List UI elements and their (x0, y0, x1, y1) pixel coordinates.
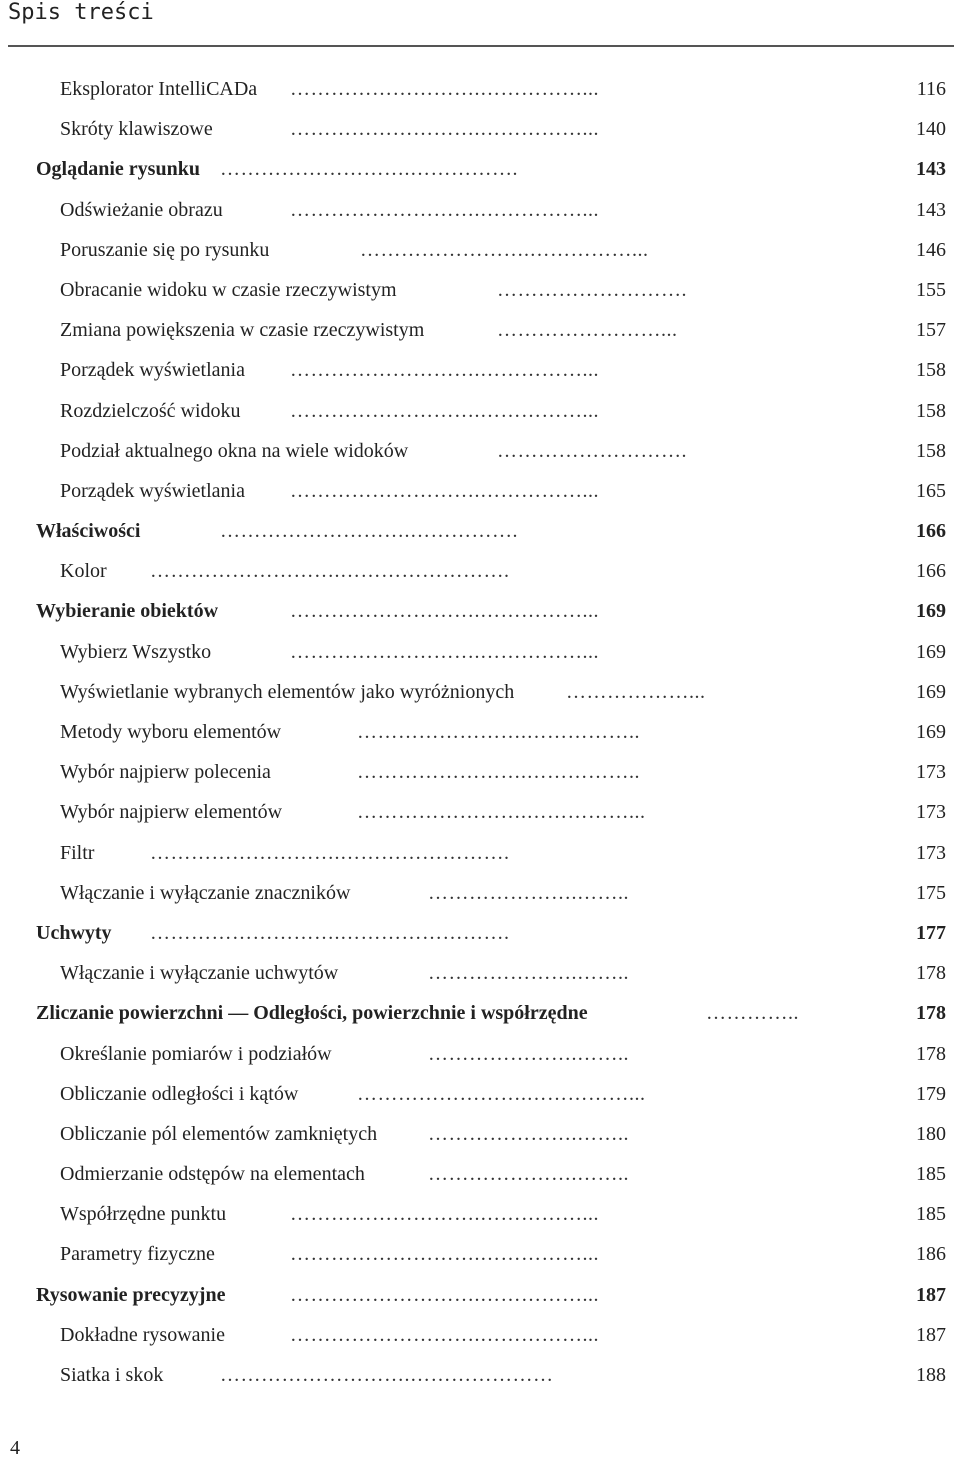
toc-section-entry[interactable] (0, 1315, 960, 1355)
toc-section-entry[interactable] (0, 350, 960, 390)
toc-dot-leader: ……………………….……………... (290, 1243, 599, 1266)
toc-page-number: 169 (916, 600, 946, 623)
toc-section-entry[interactable] (0, 1355, 960, 1395)
toc-section-entry[interactable] (0, 69, 960, 109)
toc-page-number: 179 (916, 1082, 946, 1105)
toc-dot-leader: ……………………….……………... (290, 359, 599, 382)
toc-entry-title: Zmiana powiększenia w czasie rzeczywistym (60, 319, 425, 342)
toc-entry-title: Dokładne rysowanie (60, 1323, 225, 1346)
toc-entry-title: Określanie pomiarów i podziałów (60, 1042, 332, 1065)
toc-page-number: 173 (916, 801, 946, 824)
page-number: 4 (10, 1437, 20, 1459)
toc-entry-title: Zliczanie powierzchni — Odległości, powierzchnie i współrzędne (36, 1002, 588, 1025)
toc-entry-title: Filtr (60, 841, 95, 864)
toc-entry-title: Parametry fizyczne (60, 1243, 215, 1266)
toc-entry-title: Poruszanie się po rysunku (60, 238, 270, 261)
toc-section-entry[interactable] (0, 712, 960, 752)
toc-entry-title: Odświeżanie obrazu (60, 198, 223, 221)
toc-dot-leader: ………………………. (497, 278, 687, 301)
toc-page-number: 173 (916, 761, 946, 784)
toc-dot-leader: ……………………….……………... (290, 1323, 599, 1346)
toc-entry-title: Porządek wyświetlania (60, 359, 245, 382)
toc-page-number: 116 (916, 78, 946, 100)
toc-section-entry[interactable] (0, 1154, 960, 1194)
toc-entry-title: Metody wyboru elementów (60, 721, 282, 743)
toc-dot-leader: ………….. (706, 1002, 799, 1025)
toc-entry-title: Wyświetlanie wybranych elementów jako wyróżnionych (60, 680, 515, 703)
toc-dot-leader: …………………….…………….. (357, 721, 640, 743)
toc-dot-leader: ……………………….……………... (290, 399, 599, 422)
toc-dot-leader: ……………………….……………... (290, 198, 599, 221)
toc-entry-title: Eksplorator IntelliCADa (60, 78, 258, 100)
toc-dot-leader: …………………….…………….. (357, 761, 640, 784)
toc-dot-leader: ………………….…….. (428, 962, 629, 985)
toc-entry-title: Podział aktualnego okna na wiele widoków (60, 439, 409, 462)
toc-page-number: 178 (916, 1042, 946, 1065)
toc-page-number: 178 (916, 962, 946, 985)
toc-page-number: 173 (916, 841, 946, 864)
toc-dot-leader: ……………………….……………... (290, 640, 599, 663)
toc-dot-leader: ……………………….……………………. (150, 921, 510, 944)
toc-page-number: 175 (916, 881, 946, 904)
toc-dot-leader: ………………….…….. (428, 1042, 629, 1065)
toc-entry-title: Rysowanie precyzyjne (36, 1283, 226, 1306)
toc-page-number: 187 (916, 1323, 946, 1346)
toc-chapter-entry[interactable] (0, 913, 960, 953)
toc-chapter-entry[interactable] (0, 511, 960, 551)
toc-dot-leader: ………………………. (497, 439, 687, 462)
toc-page-number: 166 (916, 560, 946, 583)
toc-entry-title: Porządek wyświetlania (60, 479, 245, 502)
toc-dot-leader: ……………………….……………... (290, 1203, 599, 1226)
toc-section-entry[interactable] (0, 109, 960, 149)
toc-dot-leader: ……………………….……………... (290, 118, 599, 141)
toc-page-number: 140 (916, 118, 946, 141)
toc-section-entry[interactable] (0, 551, 960, 591)
toc-entry-title: Wybór najpierw polecenia (60, 761, 271, 784)
toc-page-number: 187 (916, 1283, 946, 1306)
toc-page-number: 146 (916, 238, 946, 261)
toc-section-entry[interactable] (0, 953, 960, 993)
toc-entry-title: Siatka i skok (60, 1364, 164, 1386)
toc-dot-leader: …………………….……………... (357, 1082, 646, 1105)
toc-section-entry[interactable] (0, 431, 960, 471)
page-header-title: Spis treści (8, 0, 154, 25)
toc-section-entry[interactable] (0, 752, 960, 792)
toc-dot-leader: ……………………….……………... (290, 1283, 599, 1306)
toc-dot-leader: …………………….……………... (360, 238, 649, 261)
toc-entry-title: Włączanie i wyłączanie uchwytów (60, 962, 339, 985)
toc-dot-leader: …………………….……………... (357, 801, 646, 824)
toc-section-entry[interactable] (0, 1074, 960, 1114)
toc-page-number: 185 (916, 1203, 946, 1226)
toc-dot-leader: ……………………... (497, 319, 678, 342)
toc-entry-title: Rozdzielczość widoku (60, 399, 241, 422)
toc-section-entry[interactable] (0, 873, 960, 913)
toc-section-entry[interactable] (0, 632, 960, 672)
toc-dot-leader: ……………………….……………. (220, 520, 518, 543)
toc-entry-title: Odmierzanie odstępów na elementach (60, 1163, 365, 1186)
toc-page-number: 155 (916, 278, 946, 301)
toc-dot-leader: ……………………….……………... (290, 78, 599, 100)
toc-entry-title: Oglądanie rysunku (36, 158, 200, 181)
toc-entry-title: Włączanie i wyłączanie znaczników (60, 881, 351, 904)
toc-section-entry[interactable] (0, 190, 960, 230)
toc-entry-title: Wybierz Wszystko (60, 640, 212, 663)
toc-page-number: 157 (916, 319, 946, 342)
toc-section-entry[interactable] (0, 792, 960, 832)
toc-page-number: 169 (916, 721, 946, 743)
toc-entry-title: Kolor (60, 560, 107, 583)
toc-entry-title: Obliczanie pól elementów zamkniętych (60, 1122, 378, 1145)
toc-section-entry[interactable] (0, 1114, 960, 1154)
toc-section-entry[interactable] (0, 230, 960, 270)
toc-page-number: 178 (916, 1002, 946, 1025)
toc-page-number: 186 (916, 1243, 946, 1266)
toc-chapter-entry[interactable] (0, 591, 960, 631)
toc-entry-title: Wybieranie obiektów (36, 600, 219, 623)
toc-section-entry[interactable] (0, 1234, 960, 1274)
toc-entry-title: Obracanie widoku w czasie rzeczywistym (60, 278, 397, 301)
toc-entry-title: Obliczanie odległości i kątów (60, 1082, 299, 1105)
toc-dot-leader: ………………….…….. (428, 1122, 629, 1145)
toc-dot-leader: ……………………….……………………. (150, 560, 510, 583)
toc-section-entry[interactable] (0, 391, 960, 431)
toc-dot-leader: ……………………….……………... (290, 479, 599, 502)
toc-section-entry[interactable] (0, 270, 960, 310)
toc-page-number: 158 (916, 359, 946, 382)
header-divider (8, 45, 954, 47)
toc-section-entry[interactable] (0, 1034, 960, 1074)
toc-page-number: 177 (916, 921, 946, 944)
toc-page-number: 158 (916, 439, 946, 462)
toc-page-number: 165 (916, 479, 946, 502)
toc-section-entry[interactable] (0, 833, 960, 873)
toc-chapter-entry[interactable] (0, 149, 960, 189)
toc-entry-title: Skróty klawiszowe (60, 118, 213, 141)
toc-page-number: 166 (916, 520, 946, 543)
toc-dot-leader: ……………………….……………. (220, 158, 518, 181)
toc-section-entry[interactable] (0, 1194, 960, 1234)
toc-page-number: 185 (916, 1163, 946, 1186)
toc-section-entry[interactable] (0, 471, 960, 511)
toc-page-number: 143 (916, 198, 946, 221)
toc-dot-leader: ………………….…….. (428, 881, 629, 904)
toc-section-entry[interactable] (0, 310, 960, 350)
toc-entry-title: Wybór najpierw elementów (60, 801, 283, 824)
toc-page-number: 143 (916, 158, 946, 181)
toc-page-number: 169 (916, 680, 946, 703)
toc-page-number: 158 (916, 399, 946, 422)
toc-page-number: 188 (916, 1364, 946, 1386)
toc-chapter-entry[interactable] (0, 1275, 960, 1315)
toc-dot-leader: ………………... (566, 680, 706, 703)
table-of-contents (0, 69, 960, 1395)
toc-page-number: 180 (916, 1122, 946, 1145)
toc-dot-leader: ……………………….……………………. (150, 841, 510, 864)
toc-dot-leader: ………………….…….. (428, 1163, 629, 1186)
toc-dot-leader: ……………………….………………… (220, 1364, 554, 1386)
toc-chapter-entry[interactable] (0, 993, 960, 1033)
toc-entry-title: Uchwyty (36, 921, 112, 944)
toc-entry-title: Właściwości (36, 520, 141, 543)
toc-page-number: 169 (916, 640, 946, 663)
toc-dot-leader: ……………………….……………... (290, 600, 599, 623)
toc-section-entry[interactable] (0, 672, 960, 712)
toc-entry-title: Współrzędne punktu (60, 1203, 227, 1226)
